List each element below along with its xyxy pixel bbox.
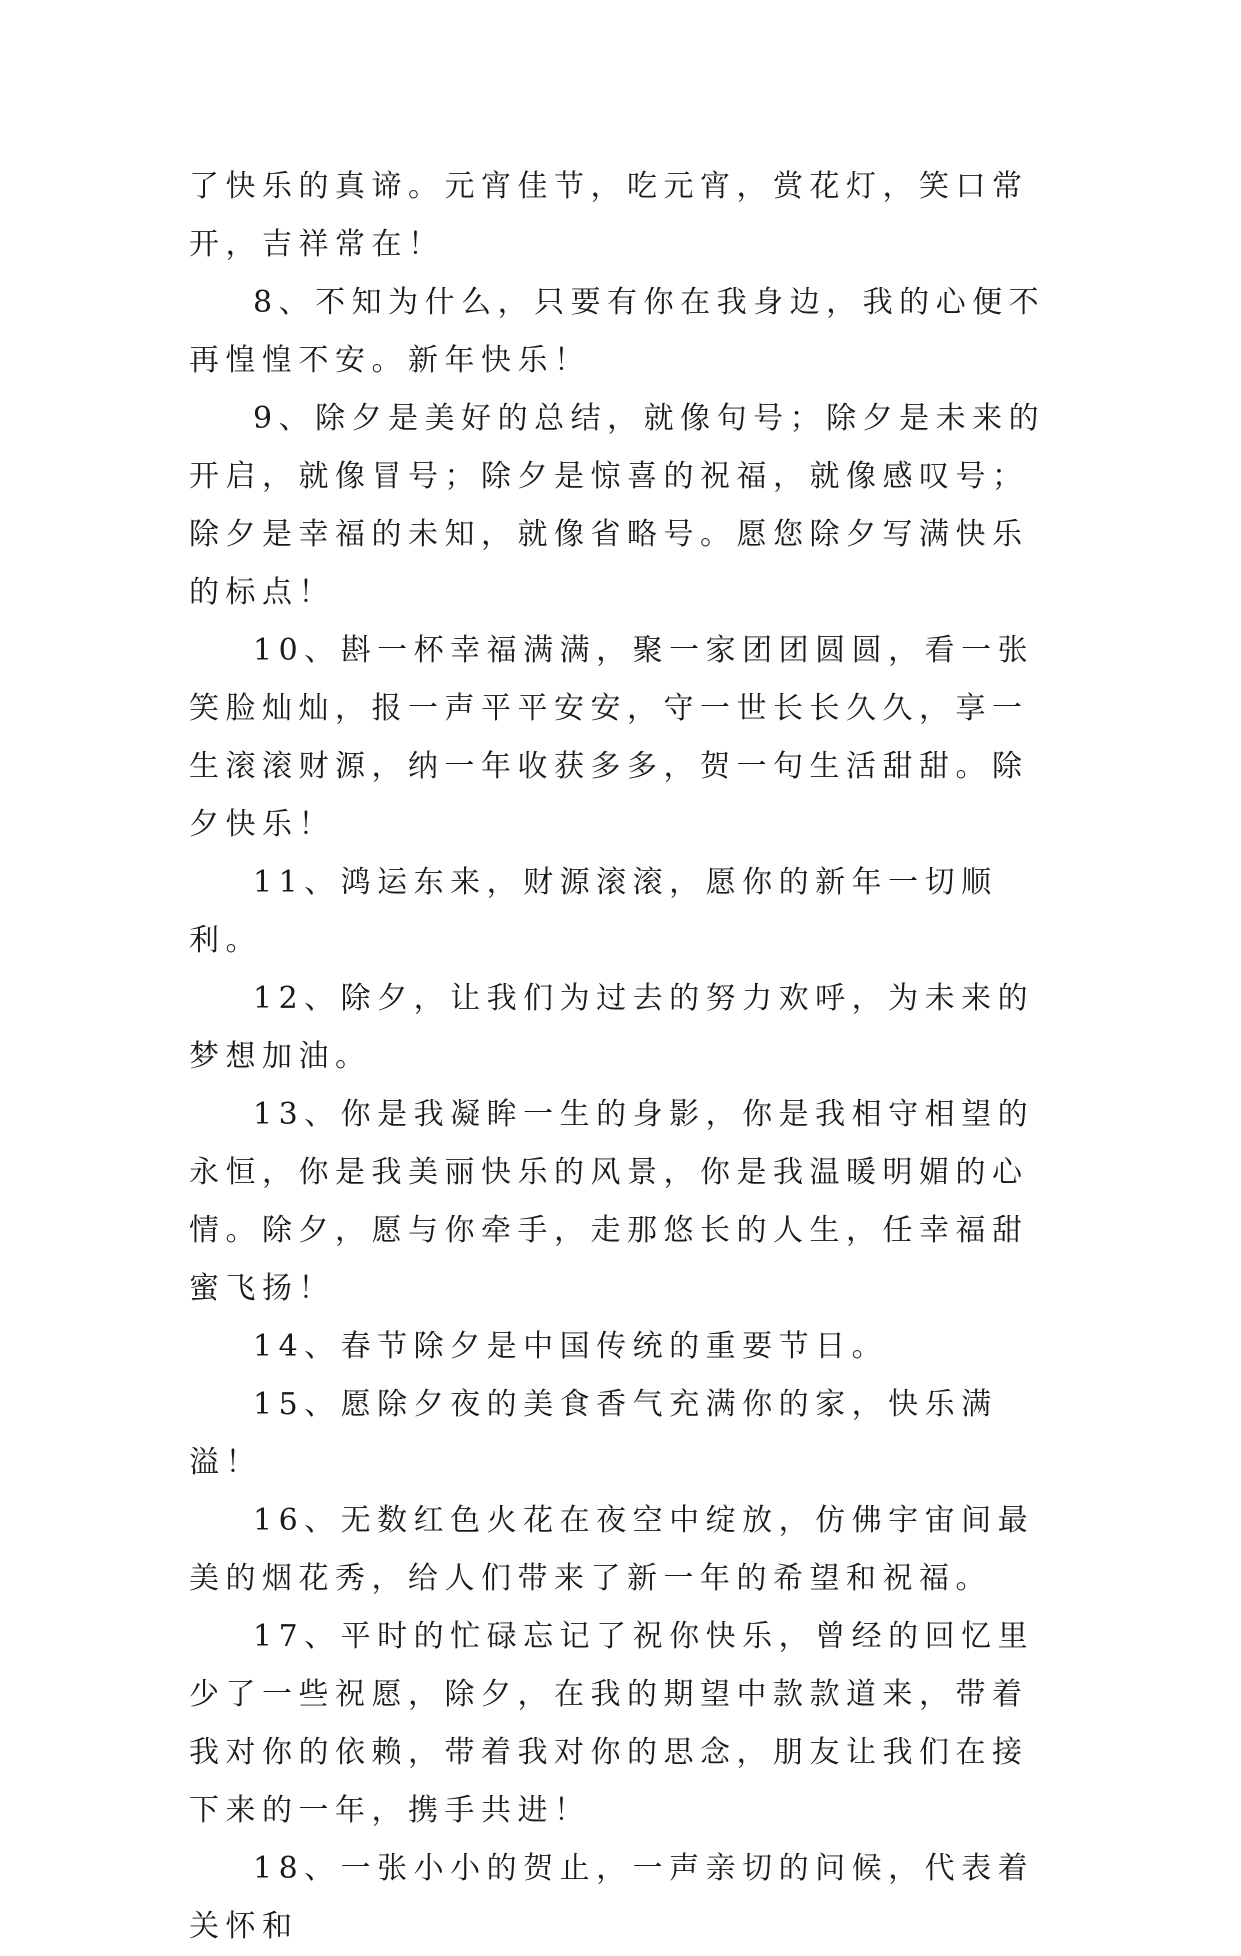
paragraph-15: 15、愿除夕夜的美食香气充满你的家，快乐满溢！ [189,1387,998,1480]
paragraph-14: 14、春节除夕是中国传统的重要节日。 [253,1329,889,1364]
document-body [189,158,1049,1956]
paragraph-18: 18、一张小小的贺止，一声亲切的问候，代表着关怀和 [189,1851,1035,1944]
paragraph-10: 10、斟一杯幸福满满，聚一家团团圆圆，看一张笑脸灿灿，报一声平平安安，守一世长长久久，享一生滚滚财源，纳一年收获多多，贺一句生活甜甜。除夕快乐！ [189,633,1035,842]
paragraph-9: 9、除夕是美好的总结，就像句号；除夕是未来的开启，就像冒号；除夕是惊喜的祝福，就像感叹号；除夕是幸福的未知，就像省略号。愿您除夕写满快乐的标点！ [189,401,1046,610]
paragraph-17: 17、平时的忙碌忘记了祝你快乐，曾经的回忆里少了一些祝愿，除夕，在我的期望中款款道来，带着我对你的依赖，带着我对你的思念，朋友让我们在接下来的一年，携手共进！ [189,1619,1035,1828]
paragraph-11: 11、鸿运东来，财源滚滚，愿你的新年一切顺利。 [189,865,998,958]
paragraph-13: 13、你是我凝眸一生的身影，你是我相守相望的永恒，你是我美丽快乐的风景，你是我温暖明媚的心情。除夕，愿与你牵手，走那悠长的人生，任幸福甜蜜飞扬！ [189,1097,1035,1306]
paragraph-12: 12、除夕，让我们为过去的努力欢呼，为未来的梦想加油。 [189,981,1035,1074]
paragraph-16: 16、无数红色火花在夜空中绽放，仿佛宇宙间最美的烟花秀，给人们带来了新一年的希望和祝福。 [189,1503,1035,1596]
paragraph-continuation: 了快乐的真谛。元宵佳节，吃元宵，赏花灯，笑口常开，吉祥常在！ [189,169,1029,262]
paragraph-8: 8、不知为什么，只要有你在我身边，我的心便不再惶惶不安。新年快乐！ [189,285,1046,378]
